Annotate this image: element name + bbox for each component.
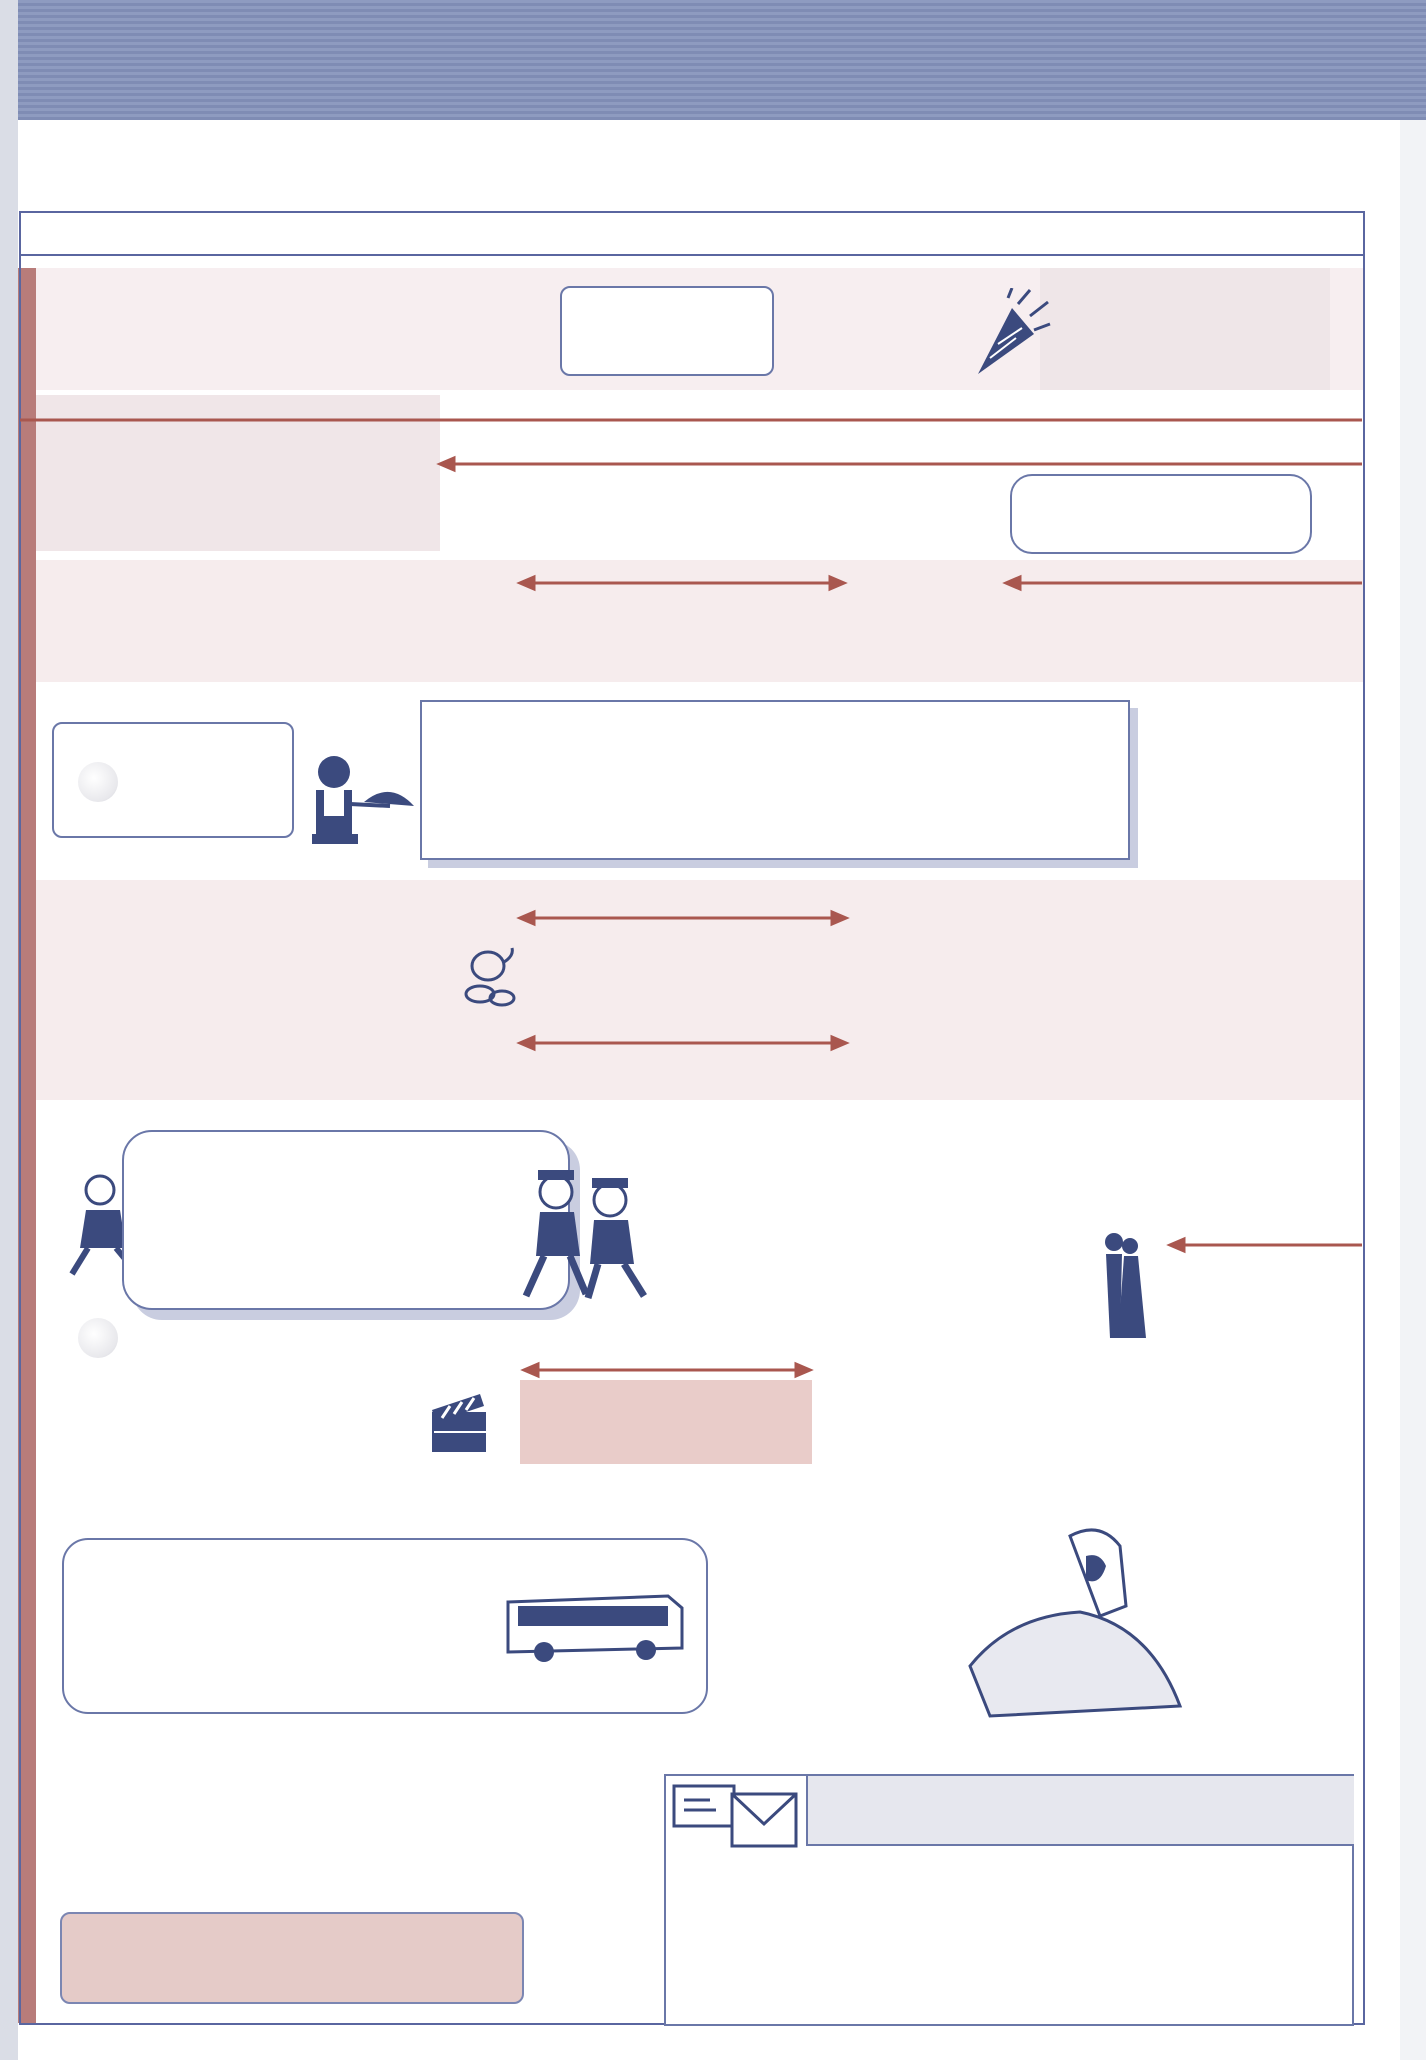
- event-movie: [520, 1380, 812, 1464]
- waiter-icon: [300, 750, 420, 860]
- teapot-icon: [458, 936, 518, 1010]
- punch-hole: [78, 762, 118, 802]
- mail-info-box: [664, 1774, 1354, 2026]
- tourists-icon: [506, 1166, 652, 1302]
- party-popper-icon: [972, 288, 1052, 378]
- envelope-icon: [670, 1780, 802, 1852]
- sphinx-icon: [950, 1516, 1190, 1726]
- punch-hole: [78, 1318, 118, 1358]
- grill-bubble: [1010, 474, 1312, 554]
- dancers-icon: [1092, 1228, 1152, 1348]
- row-shading: [20, 268, 1364, 1100]
- fitness-center-note: [60, 1912, 524, 2004]
- mail-title: [806, 1776, 1354, 1846]
- no-smoking-note: [560, 286, 774, 376]
- notice-lido-garden: [420, 700, 1130, 860]
- clapperboard-icon: [428, 1388, 490, 1456]
- optional-tour-note: [122, 1130, 570, 1310]
- bus-icon: [498, 1588, 688, 1668]
